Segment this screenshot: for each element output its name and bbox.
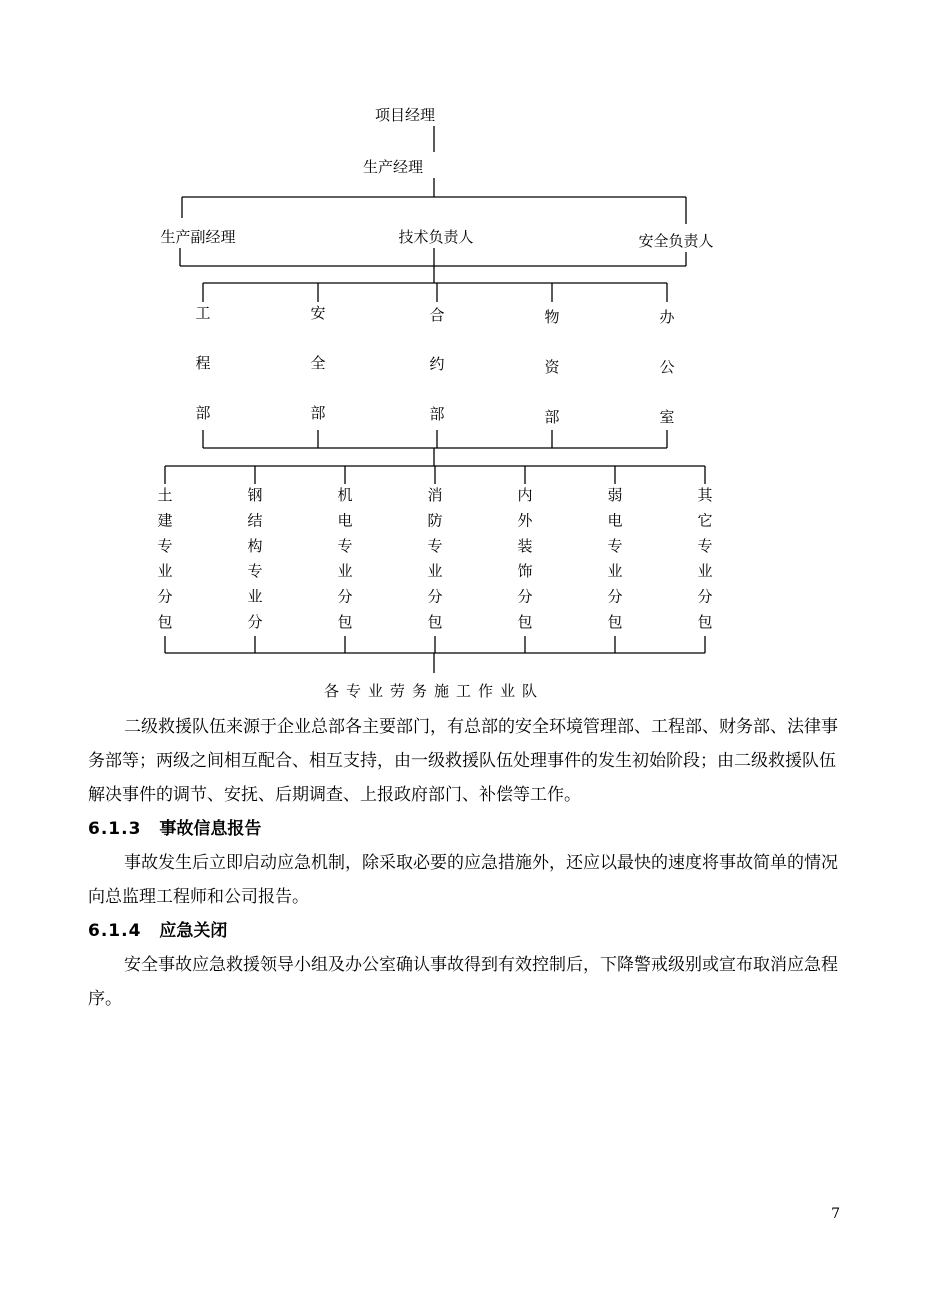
subcontractor-4-char: 分 xyxy=(427,587,443,606)
subcontractor-1-char: 建 xyxy=(157,511,173,530)
subcontractor-5-char: 饰 xyxy=(517,562,533,581)
subcontractor-6-char: 业 xyxy=(607,562,623,581)
department-4-char: 资 xyxy=(544,358,560,376)
subcontractor-6-char: 电 xyxy=(607,511,623,530)
subcontractor-2-char: 分 xyxy=(247,613,263,631)
section-number: 6.1.3 xyxy=(88,819,142,839)
department-2-char: 安 xyxy=(310,304,326,322)
subcontractor-1-char: 业 xyxy=(157,562,173,581)
subcontractor-1-char: 包 xyxy=(157,613,173,631)
subcontractor-1-char: 土 xyxy=(157,486,173,504)
subcontractor-2-char: 钢 xyxy=(247,486,263,504)
subcontractor-3-char: 专 xyxy=(337,536,353,555)
subcontractor-7-char: 其 xyxy=(697,486,713,504)
org-node-technical-lead: 技术负责人 xyxy=(398,228,474,246)
subcontractor-6-char: 分 xyxy=(607,587,623,606)
department-1-char: 部 xyxy=(195,404,211,422)
org-node-labor-teams: 各专业劳务施工作业队 xyxy=(323,682,545,700)
subcontractor-7-char: 业 xyxy=(697,562,713,581)
subcontractor-2-char: 专 xyxy=(247,562,263,581)
org-node-project-manager: 项目经理 xyxy=(374,106,436,124)
department-3-char: 合 xyxy=(429,306,445,324)
subcontractor-3-char: 电 xyxy=(337,511,353,530)
subcontractor-5-char: 装 xyxy=(517,536,533,555)
paragraph-accident-report: 事故发生后立即启动应急机制，除采取必要的应急措施外，还应以最快的速度将事故简单的情况向总监理工程师和公司报告。 xyxy=(88,853,838,907)
subcontractor-5-char: 内 xyxy=(517,486,533,504)
subcontractor-2-char: 结 xyxy=(247,511,263,530)
section-number: 6.1.4 xyxy=(88,921,142,941)
section-heading-6-1-3 xyxy=(88,812,261,846)
subcontractor-6-char: 包 xyxy=(607,613,623,631)
paragraph-rescue-team: 二级救援队伍来源于企业总部各主要部门，有总部的安全环境管理部、工程部、财务部、法律事务部等；两级之间相互配合、相互支持，由一级救援队伍处理事件的发生初始阶段；由二级救援队伍解决事件的调节、安抚、后期调查、上报政府部门、补偿等工作。 xyxy=(88,717,838,805)
subcontractor-5-char: 分 xyxy=(517,587,533,606)
subcontractor-3-char: 分 xyxy=(337,587,353,606)
subcontractor-5-char: 包 xyxy=(517,613,533,631)
subcontractor-6-char: 专 xyxy=(607,536,623,555)
department-3-char: 部 xyxy=(429,405,445,423)
subcontractor-7-char: 专 xyxy=(697,536,713,555)
subcontractor-7-char: 包 xyxy=(697,613,713,631)
department-3-char: 约 xyxy=(429,355,445,373)
paragraph-emergency-close: 安全事故应急救援领导小组及办公室确认事故得到有效控制后，下降警戒级别或宣布取消应急程序。 xyxy=(88,955,838,1009)
page-number: 7 xyxy=(831,1206,840,1222)
section-title: 应急关闭 xyxy=(159,921,228,941)
department-4-char: 部 xyxy=(544,408,560,426)
subcontractor-5-char: 外 xyxy=(517,511,533,530)
org-node-safety-lead: 安全负责人 xyxy=(638,232,714,250)
subcontractor-4-char: 防 xyxy=(427,511,443,530)
department-1-char: 工 xyxy=(195,304,211,322)
subcontractor-7-char: 它 xyxy=(697,511,713,530)
section-title: 事故信息报告 xyxy=(159,819,262,839)
subcontractor-2-char: 业 xyxy=(247,587,263,606)
department-5-char: 公 xyxy=(659,358,675,376)
subcontractor-3-char: 业 xyxy=(337,562,353,581)
section-heading-6-1-4 xyxy=(88,914,227,948)
subcontractor-3-char: 包 xyxy=(337,613,353,631)
subcontractor-7-char: 分 xyxy=(697,587,713,606)
department-2-char: 全 xyxy=(310,354,326,372)
subcontractor-4-char: 包 xyxy=(427,613,443,631)
subcontractor-2-char: 构 xyxy=(247,536,263,555)
department-1-char: 程 xyxy=(195,354,211,372)
department-5-char: 办 xyxy=(659,308,675,326)
subcontractor-1-char: 分 xyxy=(157,587,173,606)
subcontractor-4-char: 专 xyxy=(427,536,443,555)
subcontractor-1-char: 专 xyxy=(157,536,173,555)
subcontractor-4-char: 消 xyxy=(427,486,443,504)
department-4-char: 物 xyxy=(544,308,560,326)
org-node-deputy-production-manager: 生产副经理 xyxy=(160,228,236,246)
subcontractor-6-char: 弱 xyxy=(607,486,623,504)
org-node-production-manager: 生产经理 xyxy=(362,158,424,176)
department-5-char: 室 xyxy=(659,408,675,426)
subcontractor-4-char: 业 xyxy=(427,562,443,581)
department-2-char: 部 xyxy=(310,404,326,422)
subcontractor-3-char: 机 xyxy=(337,486,353,504)
